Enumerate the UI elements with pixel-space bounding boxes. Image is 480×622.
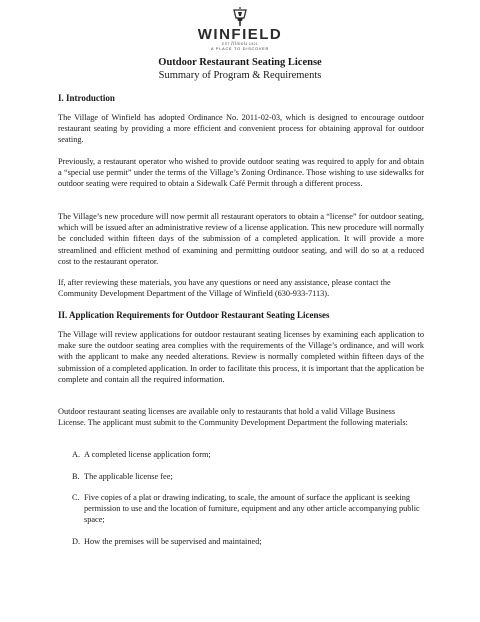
intro-paragraph-2: Previously, a restaurant operator who wished to provide outdoor seating was required to apply for and obtain a “special use permit” under the terms of the Village’s Zoning Ordinance. Those wishing to use sidewalks for outdoor seating were required to obtain a Sidewalk Café Permit through a different process.: [58, 157, 424, 189]
requirements-paragraph-1: The Village will review applications for outdoor restaurant seating licenses by examining each application to make sure the outdoor seating area complies with the requirements of the Village’s ordinance, and will work with the applicant to make any needed alterations. Review is normally completed within fifteen days of the submission of a completed application. In order to facilitate this process, it is important that the application be complete and contain all the required information.: [58, 330, 424, 384]
intro-paragraph-3: The Village’s new procedure will now permit all restaurant operators to obtain a “license” for outdoor seating, which will be issued after an administrative review of a license application. This new procedure will normally be concluded within fifteen days of the submission of a completed application. It will provide a more streamlined and efficient method of examining and permitting outdoor seating, and will do so at a reduced cost to the restaurant operator.: [58, 212, 424, 266]
list-item: [72, 492, 424, 526]
section-heading-introduction: I. Introduction: [58, 93, 115, 103]
logo-tagline: A PLACE TO DISCOVER: [210, 47, 270, 51]
winfield-logo: [196, 6, 284, 58]
lamp-post-icon: [231, 6, 249, 26]
list-marker: B.: [72, 472, 80, 481]
intro-paragraph-1: The Village of Winfield has adopted Ordinance No. 2011-02-03, which is designed to encourage outdoor restaurant seating by providing a more efficient and convenient process for obtaining approval for outdoor seating.: [58, 113, 424, 145]
list-item-text: How the premises will be supervised and maintained;: [84, 537, 262, 546]
list-marker: A.: [72, 450, 81, 459]
list-item: [72, 471, 424, 482]
list-item-text: The applicable license fee;: [84, 472, 173, 481]
list-marker: D.: [72, 537, 81, 546]
list-item: [72, 536, 424, 547]
list-item-text: A completed license application form;: [84, 450, 211, 459]
document-title: Outdoor Restaurant Seating License: [158, 57, 322, 68]
section-heading-application-requirements: II. Application Requirements for Outdoor Restaurant Seating Licenses: [58, 310, 330, 320]
list-marker: C.: [72, 493, 80, 502]
requirements-paragraph-2: Outdoor restaurant seating licenses are available only to restaurants that hold a valid Village Business License. The applicant must submit to the Community Development Department the following materials:: [58, 407, 408, 428]
list-item: [72, 449, 424, 460]
intro-paragraph-4: If, after reviewing these materials, you have any questions or need any assistance, please contact the Community Development Department of the Village of Winfield (630-933-7113).: [58, 278, 391, 299]
document-subtitle: Summary of Program & Requirements: [158, 70, 322, 81]
logo-brand: WINFIELD: [197, 26, 283, 43]
list-item-text: Five copies of a plat or drawing indicating, to scale, the amount of surface the applicant is seeking permission to use and the location of furniture, equipment and any other article accompanying public space;: [84, 493, 420, 525]
logo-established: EST Illinois 1921: [221, 42, 259, 47]
